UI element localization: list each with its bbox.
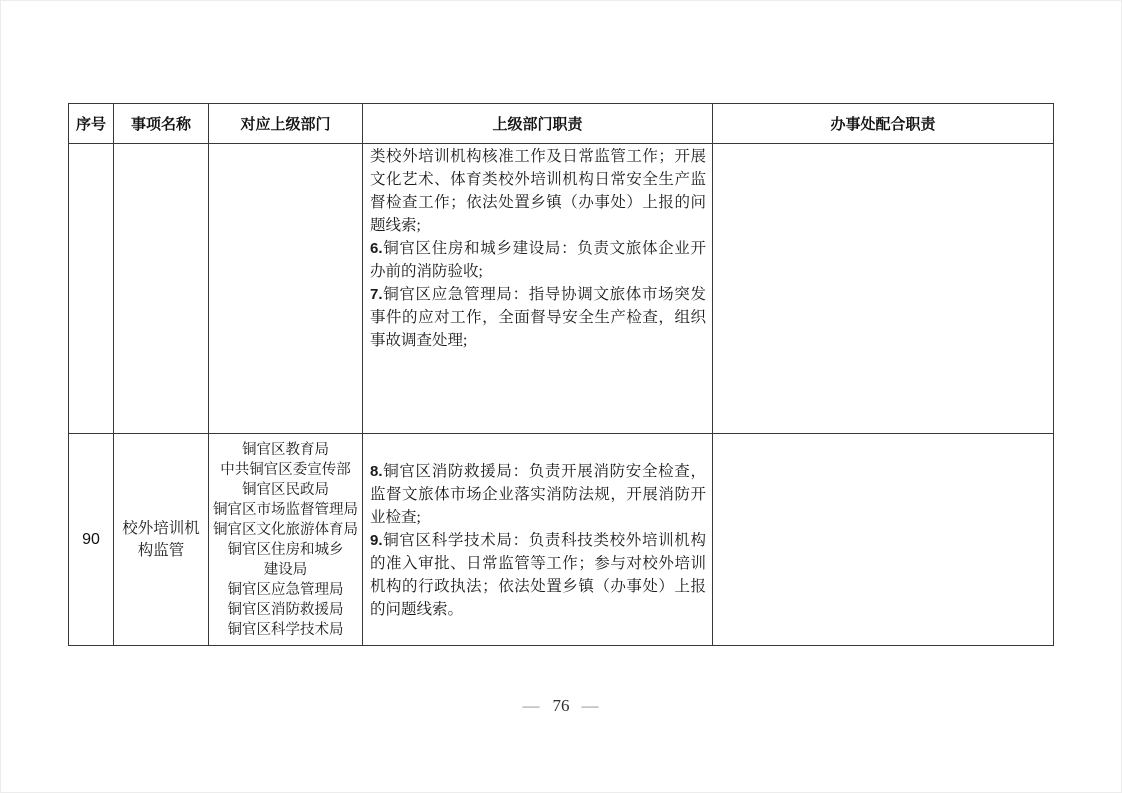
header-superior-duties: 上级部门职责 (363, 104, 713, 144)
duty-item-text: 类校外培训机构核准工作及日常监管工作；开展文化艺术、体育类校外培训机构日常安全生产监督检查工作；依法处置乡镇（办事处）上报的问题线索; (370, 148, 706, 234)
duty-item-text: 铜官区住房和城乡建设局：负责文旅体企业开办前的消防验收; (370, 240, 706, 280)
duty-paragraph (370, 460, 706, 529)
department-line: 铜官区民政局 (242, 481, 329, 498)
item-name-cell (114, 144, 209, 434)
duty-item-number: 8. (370, 462, 383, 480)
department-line: 中共铜官区委宣传部 (220, 461, 351, 478)
department-line: 铜官区科学技术局 (227, 621, 344, 638)
header-superior-dept: 对应上级部门 (209, 104, 363, 144)
duty-item-text: 铜官区应急管理局：指导协调文旅体市场突发事件的应对工作，全面督导安全生产检查，组织事故调查处理; (370, 286, 706, 349)
departments-cell (209, 434, 363, 646)
department-line: 铜官区住房和城乡 (227, 541, 344, 558)
duty-paragraph (370, 145, 706, 237)
header-office-duties: 办事处配合职责 (713, 104, 1054, 144)
department-line: 铜官区市场监督管理局 (213, 501, 358, 518)
department-line: 铜官区文化旅游体育局 (213, 521, 358, 538)
duty-paragraph (370, 529, 706, 621)
responsibilities-table (68, 103, 1054, 646)
superior-duties-cell (363, 434, 713, 646)
duty-paragraph (370, 237, 706, 283)
header-serial: 序号 (69, 104, 114, 144)
department-line: 铜官区应急管理局 (227, 581, 344, 598)
page-number: 76 (552, 696, 570, 715)
office-duties-cell (713, 144, 1054, 434)
serial-cell: 90 (69, 434, 114, 646)
office-duties-cell (713, 434, 1054, 646)
superior-duties-cell (363, 144, 713, 434)
item-name-cell: 校外培训机构监管 (114, 434, 209, 646)
departments-cell (209, 144, 363, 434)
duty-item-text: 铜官区消防救援局：负责开展消防安全检查，监督文旅体市场企业落实消防法规，开展消防开业检查; (370, 462, 706, 526)
serial-cell (69, 144, 114, 434)
duty-item-number: 6. (370, 240, 383, 257)
footer-dash-left: — (522, 696, 541, 715)
department-line: 建设局 (263, 561, 308, 578)
header-item-name: 事项名称 (114, 104, 209, 144)
footer-dash-right: — (581, 696, 600, 715)
page-footer (0, 696, 1122, 716)
duty-item-number: 9. (370, 531, 383, 549)
duty-item-number: 7. (370, 286, 383, 303)
table-row-continuation (69, 144, 1054, 434)
table-row-90 (69, 434, 1054, 646)
department-line: 铜官区消防救援局 (227, 601, 344, 618)
department-line: 铜官区教育局 (242, 441, 329, 458)
duty-item-text: 铜官区科学技术局：负责科技类校外培训机构的准入审批、日常监管等工作；参与对校外培训机构的行政执法；依法处置乡镇（办事处）上报的问题线索。 (370, 531, 706, 618)
table-header-row (69, 104, 1054, 144)
duty-paragraph (370, 283, 706, 352)
